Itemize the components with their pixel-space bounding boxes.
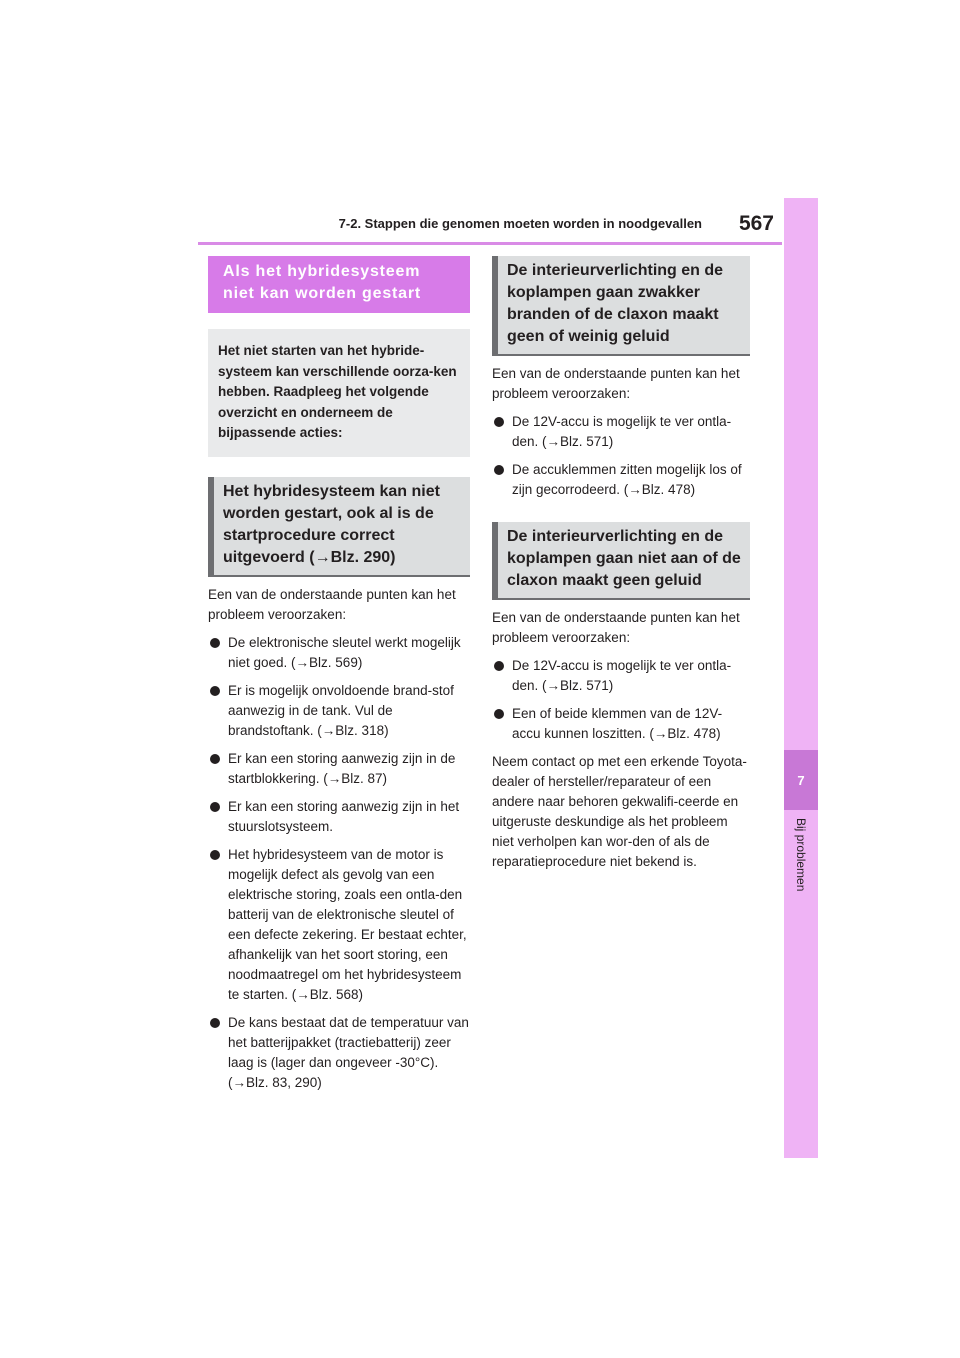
right-column <box>492 256 750 872</box>
chapter-label: Bij problemen <box>794 818 808 892</box>
list-item: Er kan een storing aanwezig zijn in het stuurslotsysteem. <box>208 797 470 837</box>
cause-list <box>208 633 470 1093</box>
lead-text: Een van de onderstaande punten kan het probleem veroorzaken: <box>208 586 456 622</box>
header-divider <box>198 242 782 245</box>
subheading-dim-lights: De interieurverlichting en de koplampen gaan zwakker branden of de claxon maakt geen of weinig geluid <box>492 256 750 356</box>
chapter-number: 7 <box>797 772 805 788</box>
list-item: Een of beide klemmen van de 12V-accu kunnen loszitten. (→Blz. 478) <box>492 704 750 744</box>
subheading-no-lights: De interieurverlichting en de koplampen gaan niet aan of de claxon maakt geen geluid <box>492 522 750 600</box>
list-item: De 12V-accu is mogelijk te ver ontla-den. (→Blz. 571) <box>492 656 750 696</box>
list-item: De kans bestaat dat de temperatuur van het batterijpakket (tractiebatterij) zeer laag is (lager dan ongeveer -30°C). (→Blz. 83, 290) <box>208 1013 470 1093</box>
list-item: De elektronische sleutel werkt mogelijk niet goed. (→Blz. 569) <box>208 633 470 673</box>
lead-text: Een van de onderstaande punten kan het probleem veroorzaken: <box>492 366 740 401</box>
left-column <box>208 256 470 1093</box>
list-item: De 12V-accu is mogelijk te ver ontla-den. (→Blz. 571) <box>492 412 750 452</box>
chapter-number-box <box>784 750 818 810</box>
list-item: De accuklemmen zitten mogelijk los of zijn gecorrodeerd. (→Blz. 478) <box>492 460 750 500</box>
lead-text: Een van de onderstaande punten kan het probleem veroorzaken: <box>492 610 740 645</box>
page-number: 567 <box>738 212 774 235</box>
cause-list <box>492 656 750 744</box>
section-title: 7-2. Stappen die genomen moeten worden in noodgevallen <box>338 216 702 231</box>
list-item: Het hybridesysteem van de motor is mogelijk defect als gevolg van een elektrische storing, zoals een ontla-den batterij van de elektronische sleutel of een defecte zekering. Er bestaat echter, afhankelijk van het soort storing, een noodmaatregel om het hybridesysteem te starten. (→Blz. 568) <box>208 845 470 1005</box>
list-item: Er kan een storing aanwezig zijn in de startblokkering. (→Blz. 87) <box>208 749 470 789</box>
list-item: Er is mogelijk onvoldoende brand-stof aanwezig in de tank. Vul de brandstoftank. (→Blz. 318) <box>208 681 470 741</box>
closing-text: Neem contact op met een erkende Toyota-dealer of hersteller/reparateur of een andere naar behoren gekwalifi-ceerde en uitgeruste deskundige als het probleem niet verholpen kan wor-den of als de reparatieprocedure niet bekend is. <box>492 754 747 869</box>
subheading-not-starting: Het hybridesysteem kan niet worden gestart, ook al is de startprocedure correct uitgevoerd (→Blz. 290) <box>208 477 470 577</box>
chapter-side-tab <box>784 198 818 1158</box>
intro-box: Het niet starten van het hybride-systeem kan verschillende oorza-ken hebben. Raadpleeg het volgende overzicht en onderneem de bijpassende acties: <box>208 329 470 457</box>
cause-list <box>492 412 750 500</box>
main-heading: Als het hybridesysteem niet kan worden gestart <box>208 256 470 313</box>
